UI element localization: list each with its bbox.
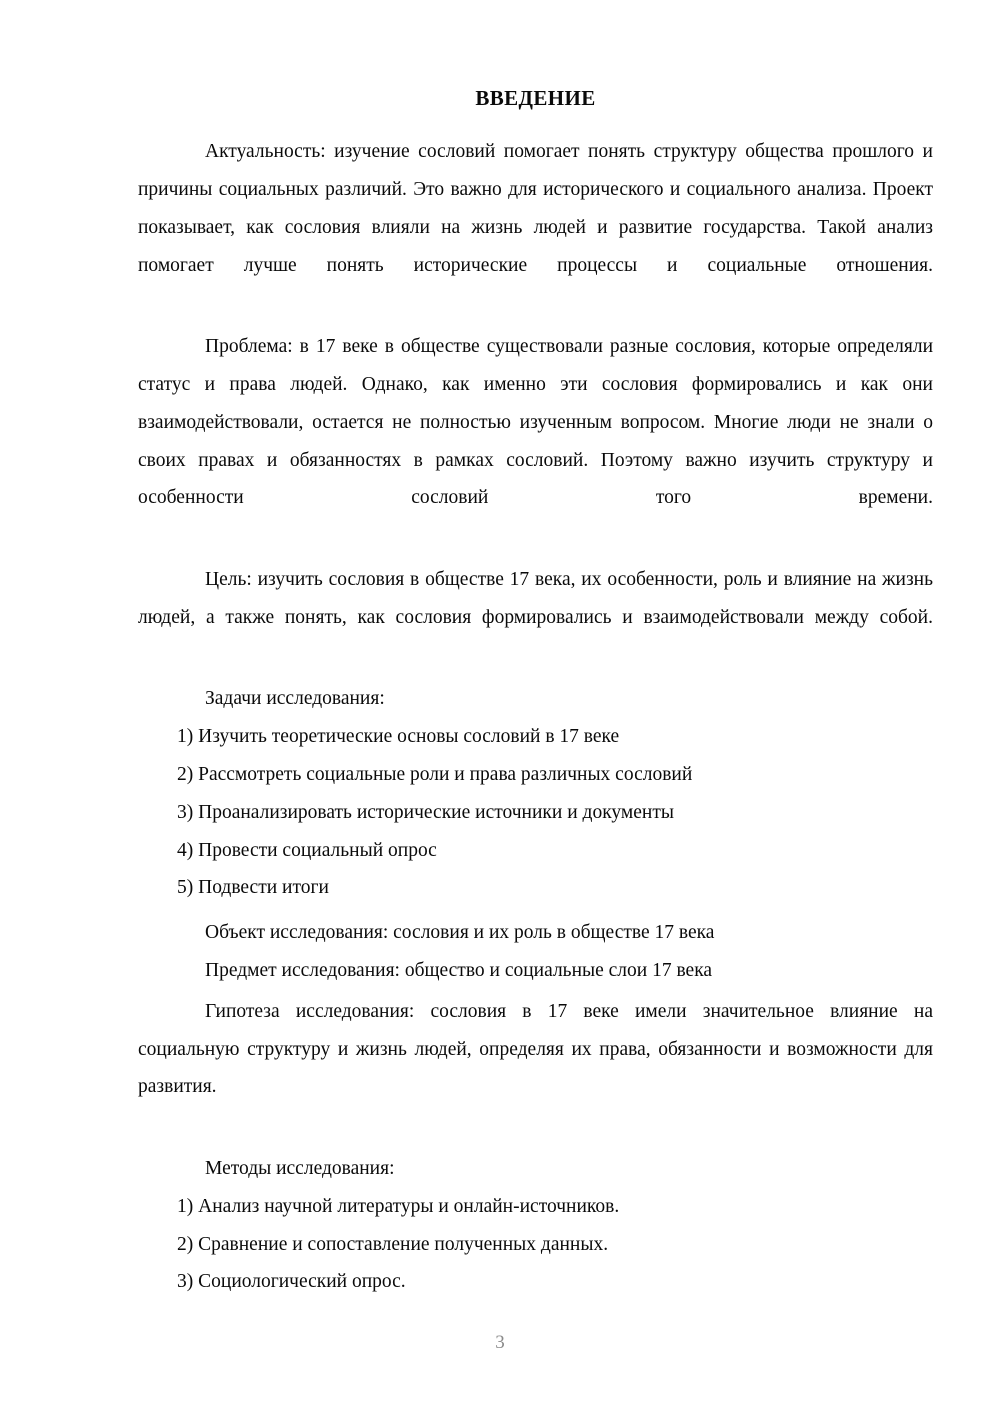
list-item <box>138 718 933 756</box>
list-item <box>138 1263 933 1301</box>
list-item-text: Социологический опрос. <box>198 1271 406 1293</box>
list-item-text: Анализ научной литературы и онлайн-источников. <box>198 1195 620 1217</box>
list-marker: 1) <box>177 726 199 748</box>
paragraph-hypothesis: Гипотеза исследования: сословия в 17 веке имели значительное влияние на социальную структуру и жизнь людей, определяя их права, обязанности и возможности для развития. <box>138 1000 933 1098</box>
document-body <box>138 86 933 1301</box>
list-item-text: Рассмотреть социальные роли и права различных сословий <box>198 763 693 785</box>
list-item-text: Провести социальный опрос <box>198 839 437 861</box>
page-title: ВВЕДЕНИЕ <box>475 86 596 110</box>
tasks-list <box>138 718 933 907</box>
methods-heading: Методы исследования: <box>205 1157 395 1179</box>
list-item <box>138 869 933 907</box>
paragraph-goal: Цель: изучить сословия в обществе 17 века, их особенности, роль и влияние на жизнь людей, а также понять, как сословия формировались и взаимодействовали между собой. <box>138 568 933 628</box>
paragraph-problem: Проблема: в 17 веке в обществе существовали разные сословия, которые определяли статус и права людей. Однако, как именно эти сословия формировались и как они взаимодействовали, остается не полностью изученным вопросом. Многие люди не знали о своих правах и обязанностях в рамках сословий. Поэтому важно изучить структуру и особенности сословий того времени. <box>138 336 933 509</box>
list-item-text: Изучить теоретические основы сословий в 17 веке <box>198 726 620 748</box>
methods-list <box>138 1188 933 1301</box>
list-item-text: Подвести итоги <box>198 877 329 899</box>
list-item <box>138 1188 933 1226</box>
list-marker: 3) <box>177 1271 199 1293</box>
list-item <box>138 832 933 870</box>
subject-of-research: Предмет исследования: общество и социальные слои 17 века <box>205 959 713 981</box>
list-marker: 2) <box>177 1233 199 1255</box>
object-of-research: Объект исследования: сословия и их роль в обществе 17 века <box>205 922 715 944</box>
list-item-text: Сравнение и сопоставление полученных данных. <box>198 1233 609 1255</box>
paragraph-relevance: Актуальность: изучение сословий помогает понять структуру общества прошлого и причины социальных различий. Это важно для исторического и социального анализа. Проект показывает, как сословия влияли на жизнь людей и развитие государства. Такой анализ помогает лучше понять исторические процессы и социальные отношения. <box>138 141 933 276</box>
list-item-text: Проанализировать исторические источники и документы <box>198 801 674 823</box>
page-number: 3 <box>495 1332 505 1353</box>
list-marker: 2) <box>177 763 199 785</box>
tasks-heading: Задачи исследования: <box>205 688 385 710</box>
list-marker: 4) <box>177 839 199 861</box>
list-item <box>138 794 933 832</box>
list-item <box>138 756 933 794</box>
spacer <box>138 907 933 914</box>
list-marker: 3) <box>177 801 199 823</box>
list-marker: 5) <box>177 877 199 899</box>
list-marker: 1) <box>177 1195 199 1217</box>
list-item <box>138 1226 933 1264</box>
